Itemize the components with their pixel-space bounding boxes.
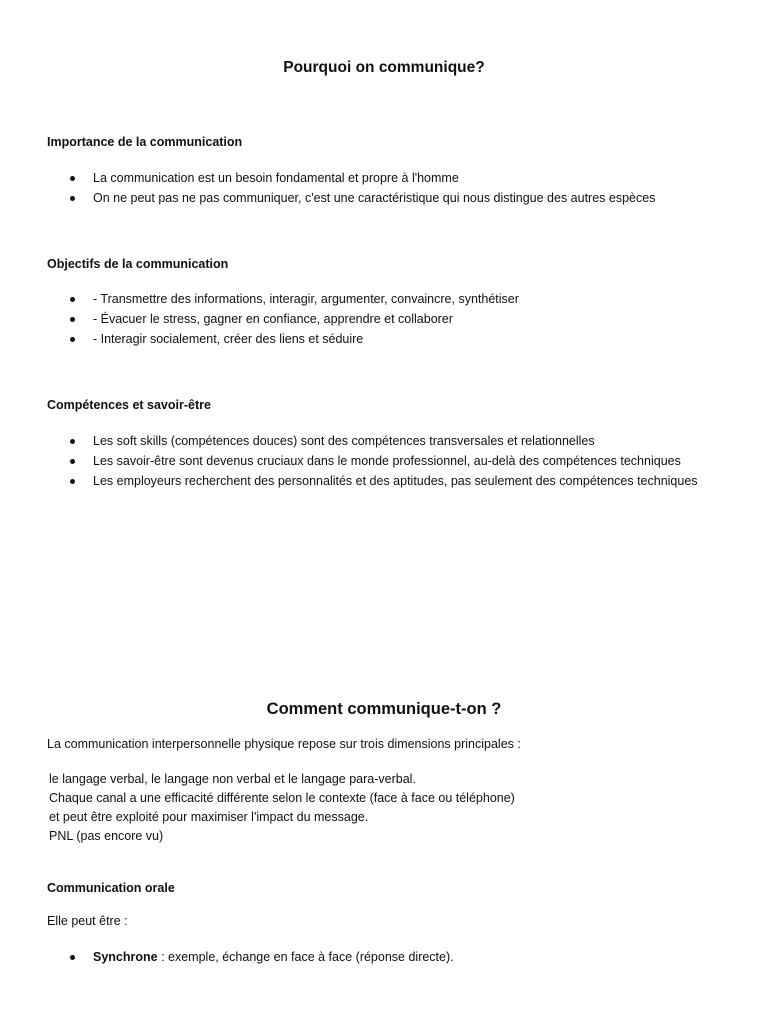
list-item: Les savoir-être sont devenus cruciaux dans le monde professionnel, au-delà des compétences techniques	[47, 452, 727, 471]
competences-list	[47, 432, 727, 492]
item-text: : exemple, échange en face à face (réponse directe).	[157, 950, 454, 964]
list-item: Les employeurs recherchent des personnalités et des aptitudes, pas seulement des compétences techniques	[47, 472, 727, 491]
text-line: PNL (pas encore vu)	[49, 829, 164, 843]
page-title: Pourquoi on communique?	[283, 59, 485, 76]
bold-term: Synchrone	[93, 950, 158, 964]
section-heading-competences: Compétences et savoir-être	[47, 398, 211, 412]
importance-list	[47, 169, 727, 209]
list-item: - Interagir socialement, créer des liens et séduire	[47, 330, 727, 349]
list-item	[47, 948, 727, 967]
section-heading-importance: Importance de la communication	[47, 135, 243, 149]
objectifs-list	[47, 290, 727, 350]
intro-paragraph: La communication interpersonnelle physique repose sur trois dimensions principales :	[47, 737, 521, 751]
oral-list	[47, 948, 727, 968]
list-item: Les soft skills (compétences douces) sont des compétences transversales et relationnelles	[47, 432, 727, 451]
list-item: La communication est un besoin fondamental et propre à l'homme	[47, 169, 727, 188]
list-item: - Évacuer le stress, gagner en confiance, apprendre et collaborer	[47, 310, 727, 329]
list-item: On ne peut pas ne pas communiquer, c'est une caractéristique qui nous distingue des autres espèces	[47, 189, 727, 208]
section-heading-oral: Communication orale	[47, 881, 175, 895]
text-line: le langage verbal, le langage non verbal et le langage para-verbal.	[49, 772, 416, 786]
text-line: Chaque canal a une efficacité différente selon le contexte (face à face ou téléphone)	[49, 791, 515, 805]
list-item: - Transmettre des informations, interagir, argumenter, convaincre, synthétiser	[47, 290, 727, 309]
text-line: et peut être exploité pour maximiser l'impact du message.	[49, 810, 369, 824]
section-heading-objectifs: Objectifs de la communication	[47, 257, 229, 271]
section-title-comment: Comment communique-t-on ?	[266, 700, 502, 718]
oral-intro: Elle peut être :	[47, 914, 128, 928]
